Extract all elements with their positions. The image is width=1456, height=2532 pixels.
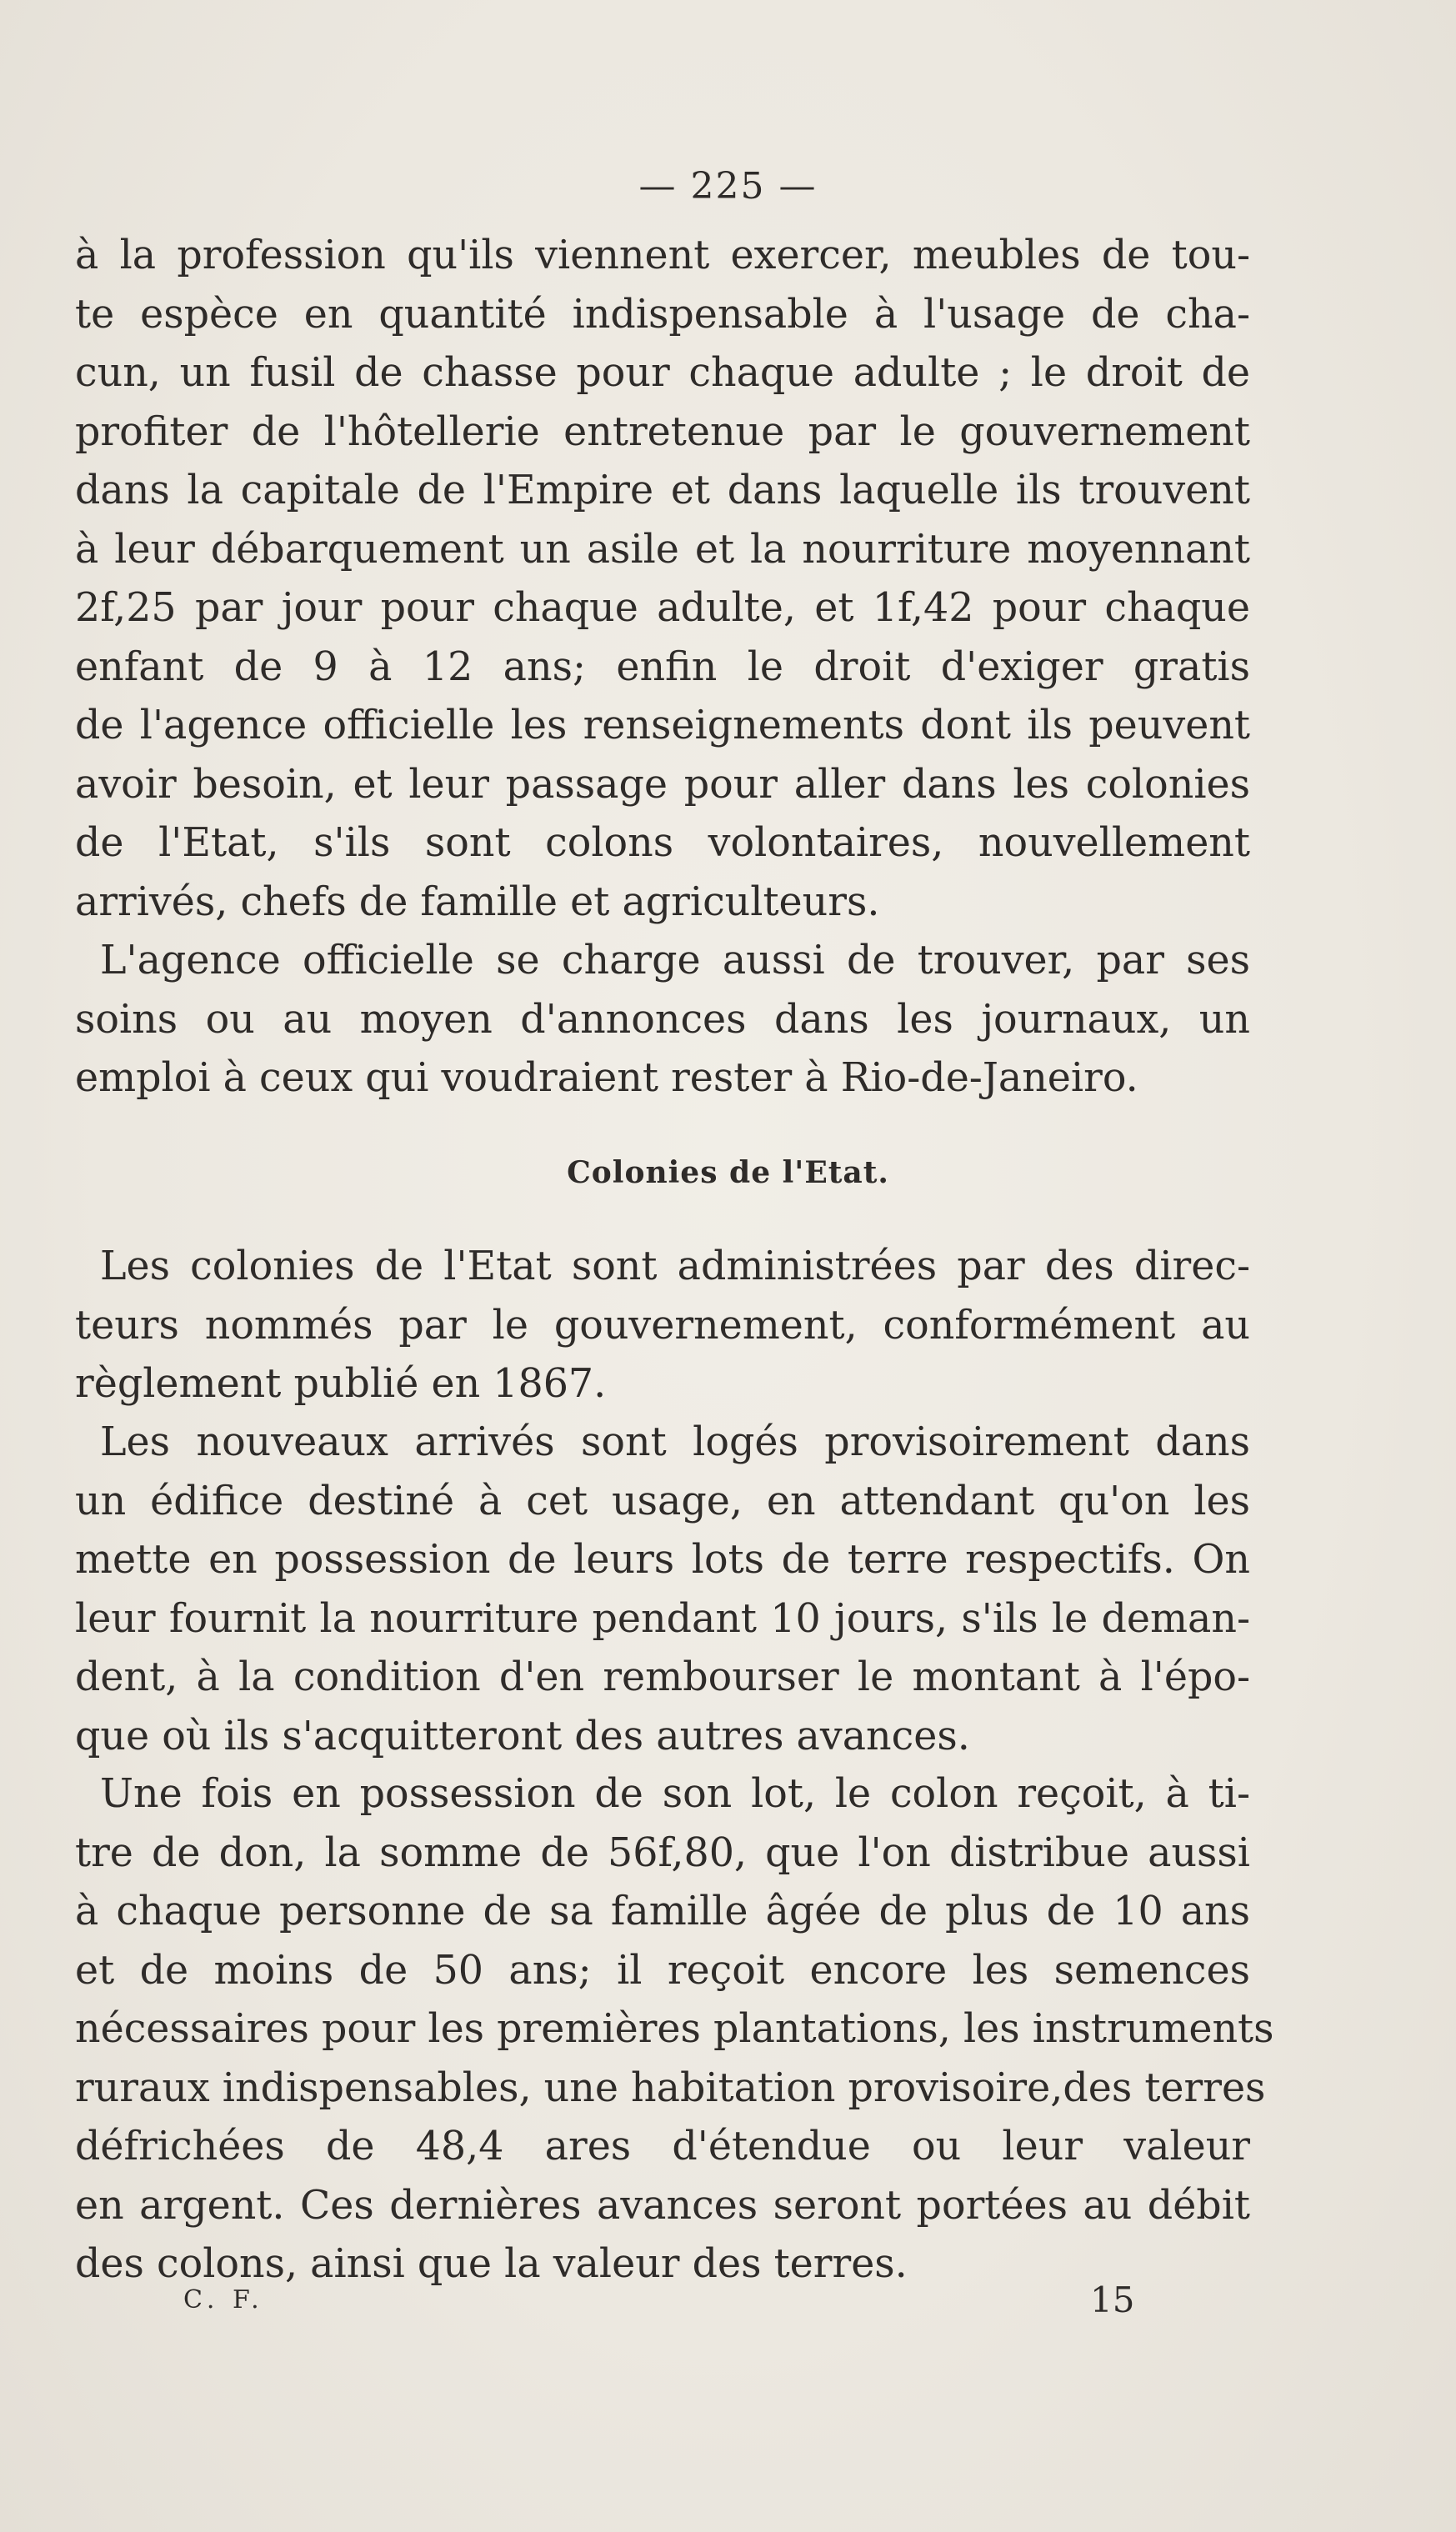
text-line: L'agence officielle se charge aussi de trouver, par ses: [100, 938, 1250, 983]
text-line: Les colonies de l'Etat sont administrées par des direc-: [100, 1243, 1250, 1289]
text-line: en argent. Ces dernières avances seront portées au débit: [75, 2182, 1250, 2229]
text-line: des colons, ainsi que la valeur des terres.: [75, 2241, 908, 2287]
text-line: règlement publié en 1867.: [75, 1361, 607, 1407]
text-line: Les nouveaux arrivés sont logés provisoirement dans: [100, 1419, 1250, 1465]
text-line: profiter de l'hôtellerie entretenue par le gouvernement: [75, 408, 1250, 455]
text-line: défrichées de 48,4 ares d'étendue ou leur valeur: [75, 2124, 1250, 2169]
text-line: leur fournit la nourriture pendant 10 jours, s'ils le deman-: [75, 1595, 1250, 1642]
text-line: à chaque personne de sa famille âgée de plus de 10 ans: [75, 1889, 1250, 1934]
text-line: dent, à la condition d'en rembourser le montant à l'épo-: [75, 1654, 1250, 1700]
paragraph-4: [75, 1414, 1250, 1766]
text-line: enfant de 9 à 12 ans; enfin le droit d'exiger gratis: [75, 643, 1250, 690]
text-line: dans la capitale de l'Empire et dans laquelle ils trouvent: [75, 468, 1250, 513]
text-line: cun, un fusil de chasse pour chaque adulte ; le droit de: [75, 350, 1250, 396]
text-line: et de moins de 50 ans; il reçoit encore les semences: [75, 1947, 1250, 1994]
text-line: de l'Etat, s'ils sont colons volontaires, nouvellement: [75, 820, 1250, 866]
text-line: ruraux indispensables, une habitation provisoire,des terres: [75, 2064, 1266, 2111]
printer-signature: C. F.: [183, 2285, 264, 2314]
text-line: soins ou au moyen d'annonces dans les journaux, un: [75, 996, 1250, 1043]
text-line: avoir besoin, et leur passage pour aller dans les colonies: [75, 761, 1250, 808]
text-line: mette en possession de leurs lots de terre respectifs. On: [75, 1537, 1250, 1583]
text-line: arrivés, chefs de famille et agriculteurs.: [75, 878, 880, 925]
text-line: emploi à ceux qui voudraient rester à Rio-de-Janeiro.: [75, 1055, 1138, 1101]
text-line: un édifice destiné à cet usage, en attendant qu'on les: [75, 1478, 1250, 1524]
text-line: teurs nommés par le gouvernement, conformément au: [75, 1302, 1250, 1349]
paragraph-5: [75, 1765, 1274, 2294]
text-line: te espèce en quantité indispensable à l'usage de cha-: [75, 291, 1250, 338]
text-line: à la profession qu'ils viennent exercer, meubles de tou-: [75, 233, 1250, 278]
text-line: 2f,25 par jour pour chaque adulte, et 1f,42 pour chaque: [75, 585, 1250, 631]
text-line: tre de don, la somme de 56f,80, que l'on distribue aussi: [75, 1829, 1250, 1876]
paragraph-2: [75, 932, 1250, 1108]
text-line: à leur débarquement un asile et la nourriture moyennant: [75, 526, 1250, 573]
section-heading: Colonies de l'Etat.: [567, 1155, 889, 1190]
text-line: Une fois en possession de son lot, le colon reçoit, à ti-: [100, 1771, 1250, 1817]
text-line: de l'agence officielle les renseignements dont ils peuvent: [75, 703, 1250, 748]
text-line: que où ils s'acquitteront des autres avances.: [75, 1713, 970, 1759]
page-number: — 225 —: [638, 165, 818, 208]
paragraph-1: [75, 227, 1250, 932]
text-line: nécessaires pour les premières plantations, les instruments: [75, 2006, 1274, 2052]
paragraph-3: [75, 1238, 1250, 1414]
sheet-number: 15: [1090, 2279, 1135, 2320]
